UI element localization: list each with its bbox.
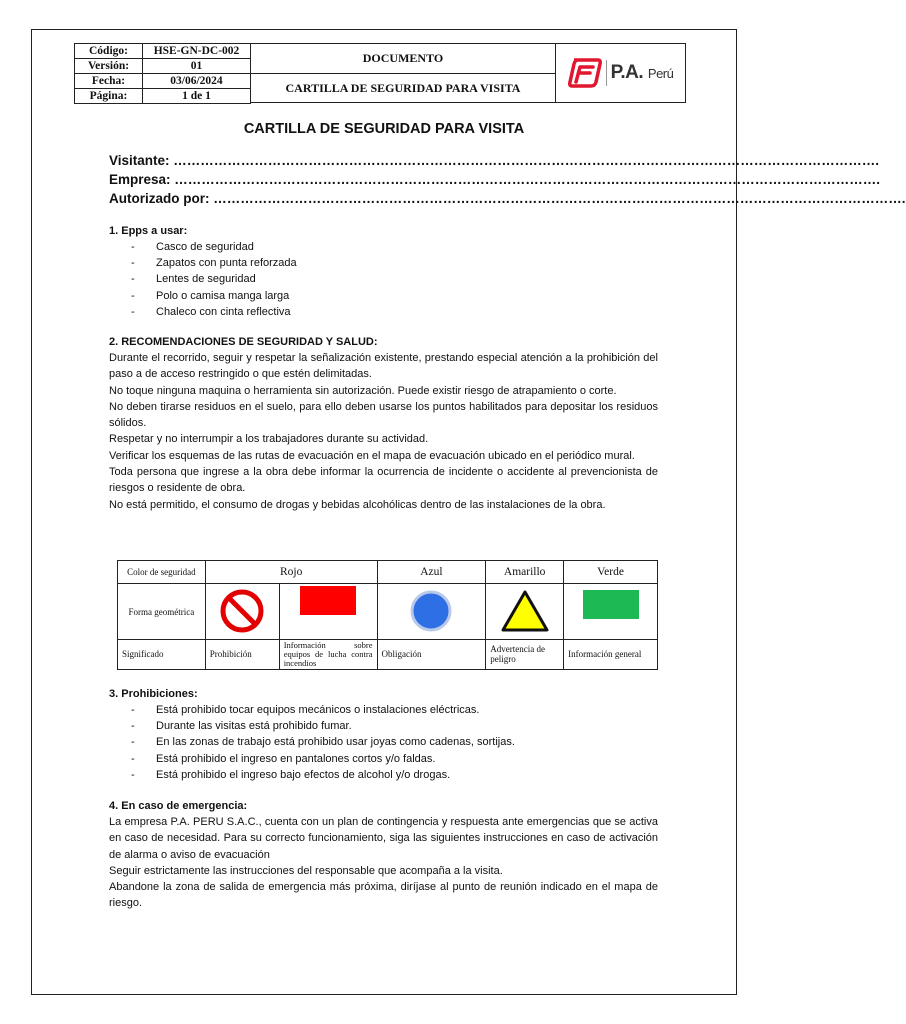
color-yellow-header: Amarillo [486,561,564,584]
page-label: Página: [75,89,143,104]
general-info-shape [564,584,658,640]
pa-logo-icon [568,58,602,88]
row-label-color: Color de seguridad [118,561,206,584]
page-value: 1 de 1 [143,89,251,104]
section1-title: 1. Epps a usar: [109,225,188,237]
list-item: - Está prohibido el ingreso bajo efectos de alcohol y/o drogas. [131,767,515,783]
color-blue-header: Azul [377,561,486,584]
meaning-fire-info: Información sobre equipos de lucha contra incendios [279,640,377,670]
company-field[interactable]: Empresa: …………………………………………………………………………………………………………………………………………. [109,172,881,187]
row-label-shape: Forma geométrica [118,584,206,640]
fire-equipment-shape [279,584,377,640]
meaning-general-info: Información general [564,640,658,670]
list-item: - Está prohibido el ingreso en pantalones cortos y/o faldas. [131,751,515,767]
paragraph: No está permitido, el consumo de drogas y bebidas alcohólicas dentro de las instalaciones de la obra. [109,498,606,511]
color-red-header: Rojo [205,561,377,584]
section2-title: 2. RECOMENDACIONES DE SEGURIDAD Y SALUD: [109,336,378,348]
logo-divider [606,60,607,86]
prohibition-icon [219,588,265,634]
safety-colors-table [117,560,658,670]
list-item: - Zapatos con punta reforzada [131,255,297,271]
paragraph: Seguir estrictamente las instrucciones del responsable que acompaña a la visita. [109,864,503,877]
warning-shape [486,584,564,640]
date-value: 03/06/2024 [143,74,251,89]
code-value: HSE-GN-DC-002 [143,44,251,59]
list-item: - Polo o camisa manga larga [131,288,297,304]
date-label: Fecha: [75,74,143,89]
obligation-shape [377,584,486,640]
document-control-table [74,43,251,104]
prohibitions-list [131,702,515,783]
row-label-meaning: Significado [118,640,206,670]
ppe-list [131,239,297,320]
prohibition-shape [205,584,279,640]
emergency-text [109,814,658,912]
list-item: - En las zonas de trabajo está prohibido usar joyas como cadenas, sortijas. [131,734,515,750]
section4-title: 4. En caso de emergencia: [109,800,248,812]
section3-title: 3. Prohibiciones: [109,688,198,700]
warning-triangle-icon [500,589,550,633]
recommendations-text [109,350,658,513]
paragraph: No toque ninguna maquina o herramienta sin autorización. Puede existir riesgo de atrapamiento o corte. [109,384,617,397]
paragraph: Durante el recorrido, seguir y respetar la señalización existente, prestando especial atención a la prohibición del paso a de acceso restringido o que estén delimitadas. [109,352,658,381]
meaning-obligation: Obligación [377,640,486,670]
paragraph: La empresa P.A. PERU S.A.C., cuenta con un plan de contingencia y respuesta ante emergencias que se activa en caso de necesidad. Para su correcto funcionamiento, siga las siguientes instrucciones en caso de activación de alarma o aviso de evacuación [109,816,658,861]
code-label: Código: [75,44,143,59]
paragraph: Toda persona que ingrese a la obra debe informar la ocurrencia de incidente o accidente al prevencionista de riesgos o residente de obra. [109,466,658,495]
list-item: - Lentes de seguridad [131,271,297,287]
paragraph: Respetar y no interrumpir a los trabajadores durante su actividad. [109,433,429,446]
meaning-prohibition: Prohibición [205,640,279,670]
list-item: - Durante las visitas está prohibido fumar. [131,718,515,734]
page-title: CARTILLA DE SEGURIDAD PARA VISITA [243,121,525,137]
company-logo [556,43,686,103]
visitor-field[interactable]: Visitante: …………………………………………………………………………………………………………………………………………. [109,153,880,168]
logo-text: P.A. Perú [610,62,674,83]
red-rectangle-icon [300,586,356,615]
color-green-header: Verde [564,561,658,584]
list-item: - Está prohibido tocar equipos mecánicos o instalaciones eléctricas. [131,702,515,718]
document-title-box [251,43,556,103]
doc-name: CARTILLA DE SEGURIDAD PARA VISITA [285,81,521,95]
version-label: Versión: [75,59,143,74]
authorized-by-field[interactable]: Autorizado por: ………………………………………………………………………………………………………………………………………. [109,191,906,206]
list-item: - Chaleco con cinta reflectiva [131,304,297,320]
paragraph: Abandone la zona de salida de emergencia más próxima, diríjase al punto de reunión indicado en el mapa de riesgo. [109,881,658,910]
green-rectangle-icon [583,590,639,619]
version-value: 01 [143,59,251,74]
doc-type: DOCUMENTO [251,44,555,74]
paragraph: Verificar los esquemas de las rutas de evacuación en el mapa de evacuación ubicado en el periódico mural. [109,449,635,462]
blue-circle-icon [409,589,453,633]
meaning-warning: Advertencia de peligro [486,640,564,670]
list-item: - Casco de seguridad [131,239,297,255]
paragraph: No deben tirarse residuos en el suelo, para ello deben usarse los puntos habilitados para depositar los residuos sólidos. [109,400,658,430]
